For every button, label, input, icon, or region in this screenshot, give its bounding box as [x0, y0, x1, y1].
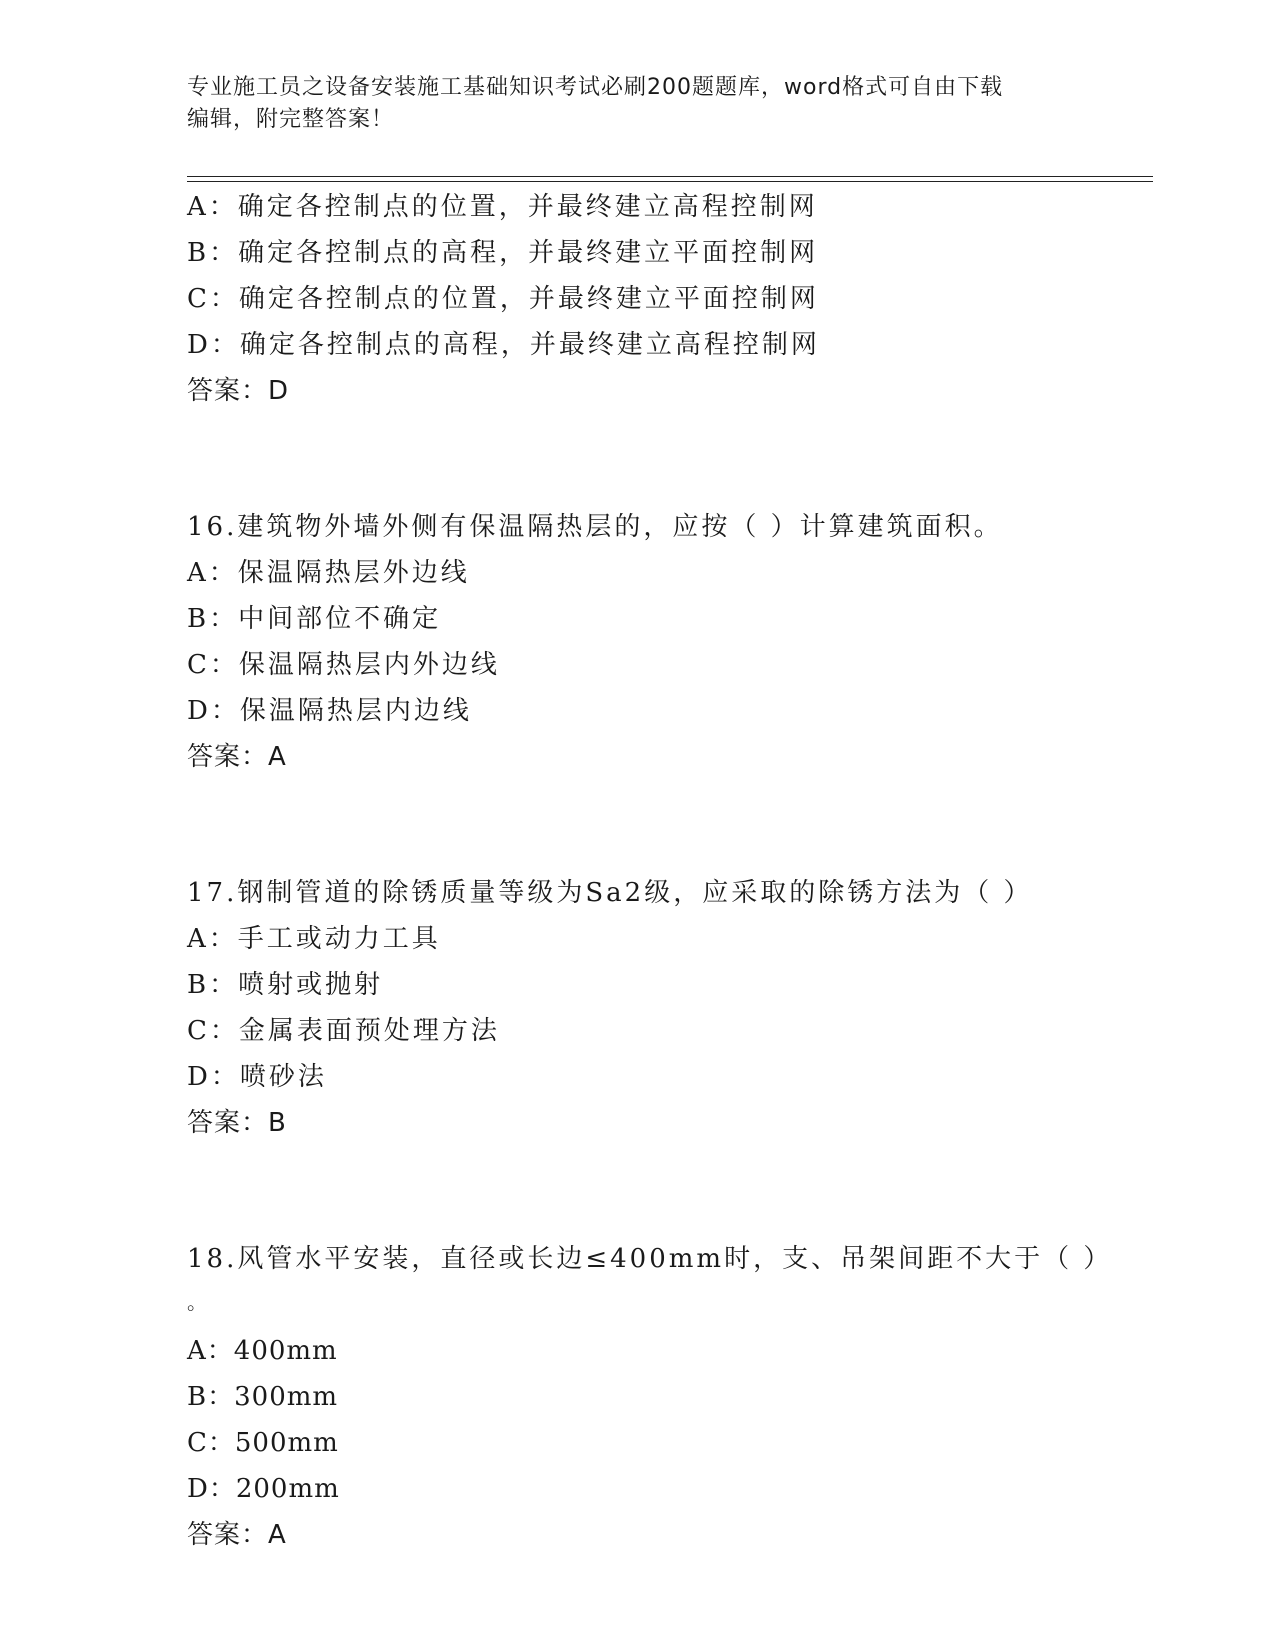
- option-d: D：确定各控制点的高程，并最终建立高程控制网: [187, 330, 820, 360]
- header-title-line-2: 编辑，附完整答案！: [187, 107, 395, 132]
- option-a: A：400mm: [187, 1336, 338, 1366]
- option-b: B：确定各控制点的高程，并最终建立平面控制网: [187, 238, 819, 268]
- spacer: [187, 780, 1087, 870]
- answer: 答案：A: [187, 742, 287, 772]
- document-header: [187, 72, 1067, 136]
- option-a: A：手工或动力工具: [187, 924, 441, 954]
- question-list: [187, 184, 1113, 1558]
- header-divider-top: [187, 176, 1153, 177]
- header-title-line-1: 专业施工员之设备安装施工基础知识考试必刷200题题库，word格式可自由下载: [187, 75, 1004, 100]
- question-stem: 16.建筑物外墙外侧有保温隔热层的，应按（ ）计算建筑面积。: [187, 512, 1003, 542]
- question-18: [187, 1236, 1113, 1558]
- option-d: D：保温隔热层内边线: [187, 696, 472, 726]
- answer: 答案：B: [187, 1108, 287, 1138]
- option-c: C：金属表面预处理方法: [187, 1016, 500, 1046]
- question-15: [187, 184, 1087, 414]
- spacer: [187, 414, 1087, 504]
- option-c: C：保温隔热层内外边线: [187, 650, 500, 680]
- header-divider-bottom: [187, 181, 1153, 182]
- spacer: [187, 1146, 1087, 1236]
- answer: 答案：A: [187, 1520, 287, 1550]
- option-d: D：喷砂法: [187, 1062, 327, 1092]
- question-16: [187, 504, 1087, 780]
- question-stem-continuation: 。: [187, 1290, 210, 1314]
- option-b: B：中间部位不确定: [187, 604, 442, 634]
- option-c: C：500mm: [187, 1428, 339, 1458]
- question-stem: 18.风管水平安装，直径或长边≤400mm时，支、吊架间距不大于（ ）: [187, 1244, 1113, 1274]
- option-b: B：喷射或抛射: [187, 970, 384, 1000]
- question-17: [187, 870, 1087, 1146]
- option-a: A：确定各控制点的位置，并最终建立高程控制网: [187, 192, 818, 222]
- answer: 答案：D: [187, 376, 290, 406]
- option-c: C：确定各控制点的位置，并最终建立平面控制网: [187, 284, 819, 314]
- question-stem: 17.钢制管道的除锈质量等级为Sa2级，应采取的除锈方法为（ ）: [187, 878, 1033, 908]
- option-a: A：保温隔热层外边线: [187, 558, 470, 588]
- option-d: D：200mm: [187, 1474, 340, 1504]
- option-b: B：300mm: [187, 1382, 339, 1412]
